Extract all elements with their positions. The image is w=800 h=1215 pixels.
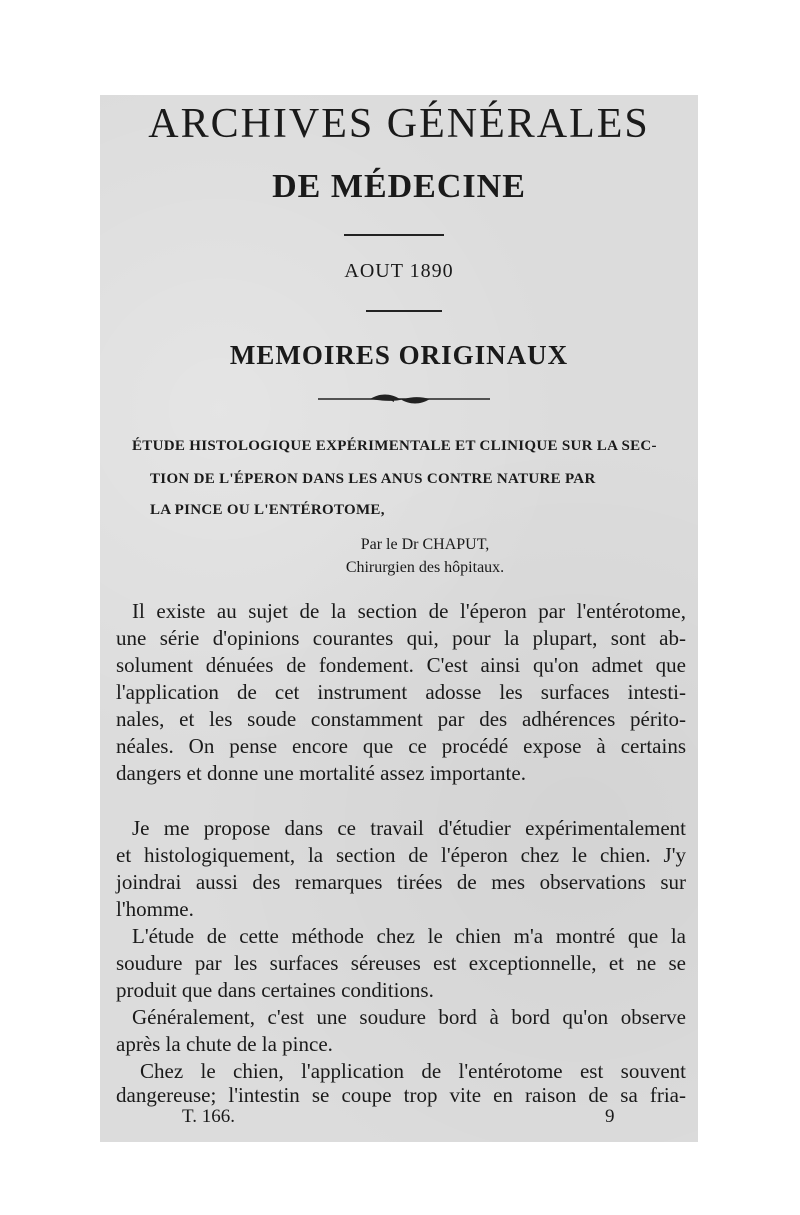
article-title-line: TION DE L'ÉPERON DANS LES ANUS CONTRE NATURE PAR: [150, 471, 596, 487]
ornament-divider: [318, 393, 490, 405]
paragraph-line: une série d'opinions courantes qui, pour la plupart, sont ab-: [116, 626, 686, 650]
page-number: 9: [605, 1106, 615, 1127]
journal-title: ARCHIVES GÉNÉRALES: [148, 101, 650, 147]
paragraph-line: Généralement, c'est une soudure bord à bord qu'on observe: [132, 1005, 686, 1029]
paragraph-line: l'application de cet instrument adosse les surfaces intesti-: [116, 680, 686, 704]
paragraph-line: néales. On pense encore que ce procédé expose à certains: [116, 734, 686, 758]
volume-number: T. 166.: [182, 1106, 235, 1127]
paragraph-line: solument dénuées de fondement. C'est ainsi qu'on admet que: [116, 653, 686, 677]
paragraph-line: L'étude de cette méthode chez le chien m'a montré que la: [132, 924, 686, 948]
article-title-line: ÉTUDE HISTOLOGIQUE EXPÉRIMENTALE ET CLINIQUE SUR LA SEC-: [132, 438, 657, 454]
date-rule: [366, 310, 442, 312]
journal-subtitle: DE MÉDECINE: [272, 168, 526, 205]
paragraph-line: nales, et les soude constamment par des adhérences périto-: [116, 707, 686, 731]
article-title-line: LA PINCE OU L'ENTÉROTOME,: [150, 502, 385, 518]
paragraph-line: soudure par les surfaces séreuses est exceptionnelle, et ne se: [116, 951, 686, 975]
paragraph-line: produit que dans certaines conditions.: [116, 978, 434, 1002]
author-role: Chirurgien des hôpitaux.: [345, 559, 505, 576]
paragraph-line: l'homme.: [116, 897, 194, 921]
issue-date: AOUT 1890: [344, 260, 454, 282]
paragraph-line: Il existe au sujet de la section de l'éperon par l'entérotome,: [132, 599, 686, 623]
paragraph-line: et histologiquement, la section de l'éperon chez le chien. J'y: [116, 843, 686, 867]
paragraph-line: après la chute de la pince.: [116, 1032, 333, 1056]
author-name: Par le Dr CHAPUT,: [360, 536, 490, 553]
title-rule: [344, 234, 444, 236]
paragraph-line: dangereuse; l'intestin se coupe trop vite en raison de sa fria-: [116, 1083, 686, 1107]
paragraph-line: dangers et donne une mortalité assez importante.: [116, 761, 526, 785]
paragraph-line: Chez le chien, l'application de l'entérotome est souvent: [140, 1059, 686, 1083]
paragraph-line: joindrai aussi des remarques tirées de mes observations sur: [116, 870, 686, 894]
section-title: MEMOIRES ORIGINAUX: [229, 340, 569, 370]
paragraph-line: Je me propose dans ce travail d'étudier expérimentalement: [132, 816, 686, 840]
